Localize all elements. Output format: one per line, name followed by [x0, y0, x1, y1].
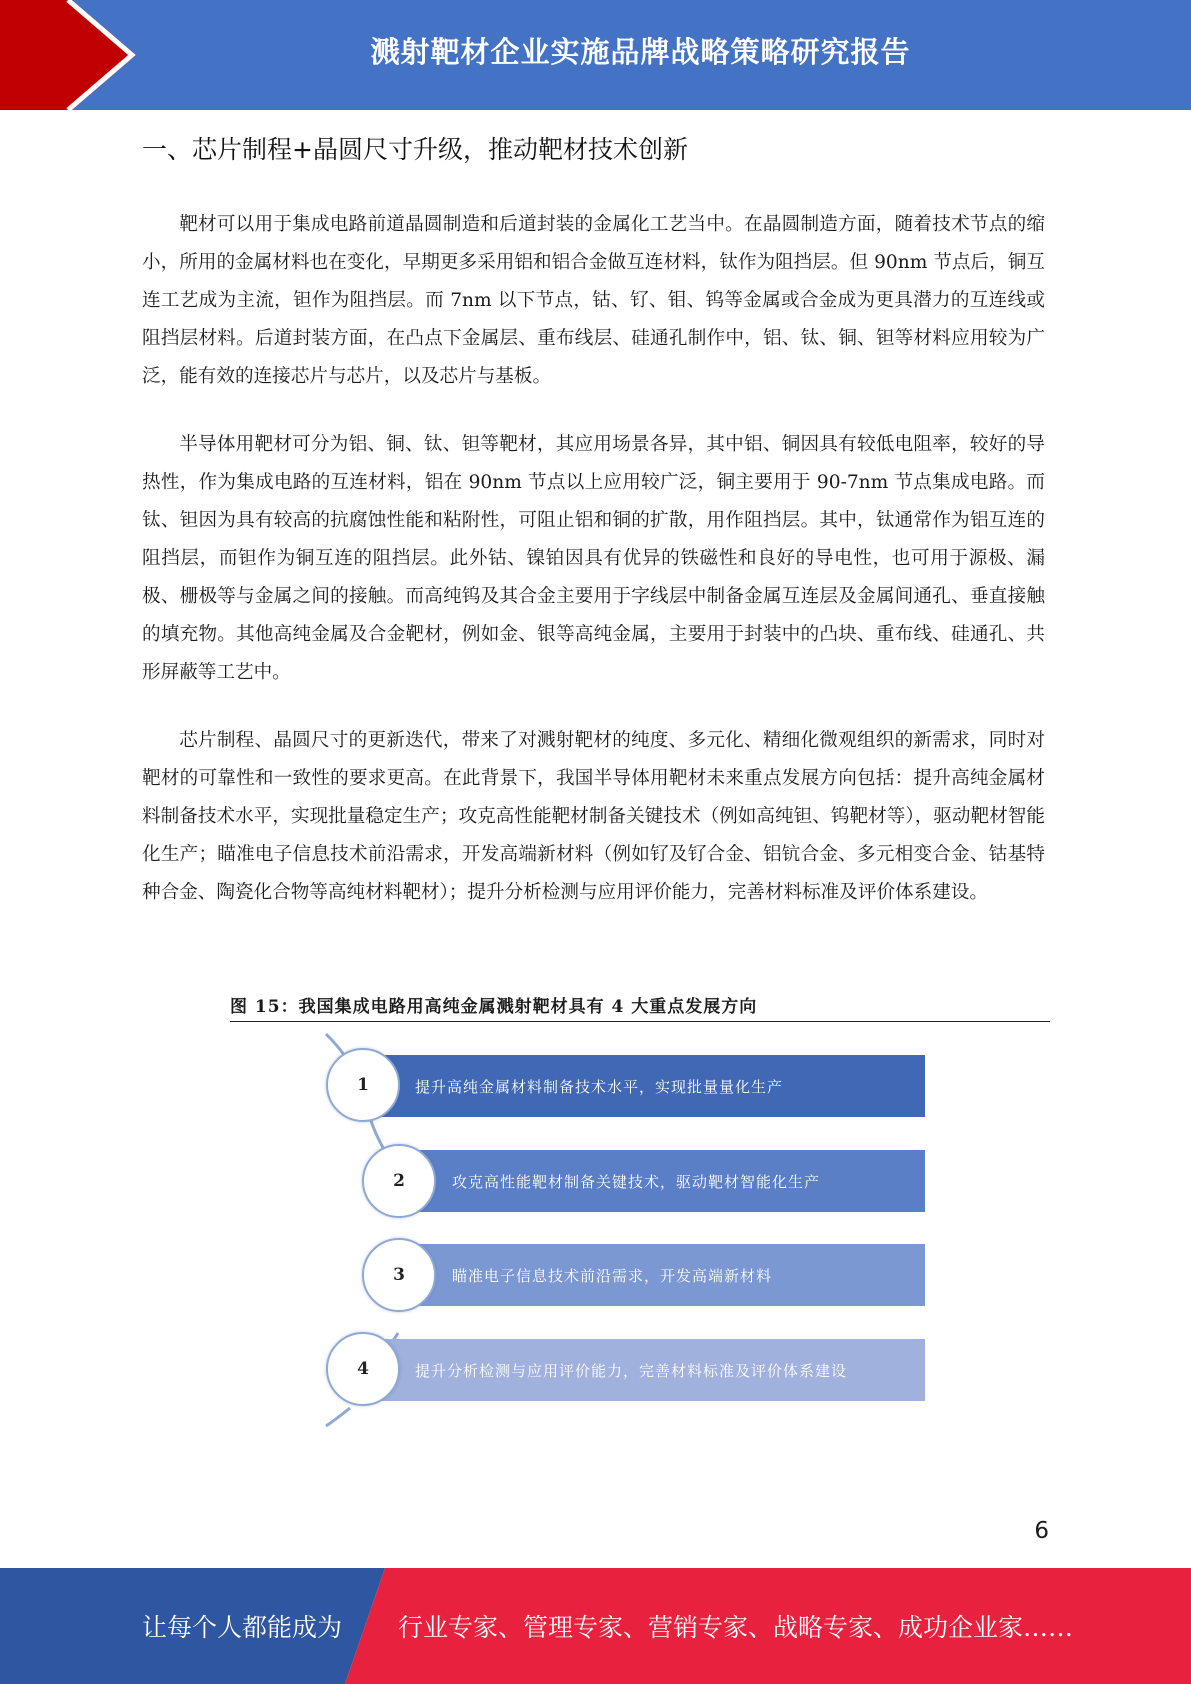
page-header [0, 0, 1191, 110]
direction-number-4: 4 [326, 1332, 400, 1406]
footer-slogan-right: 行业专家、管理专家、营销专家、战略专家、成功企业家…… [398, 1613, 1074, 1642]
section-heading: 一、芯片制程+晶圆尺寸升级，推动靶材技术创新 [142, 135, 688, 164]
direction-band-2 [412, 1150, 925, 1212]
direction-number-1: 1 [326, 1048, 400, 1122]
direction-text-1: 提升高纯金属材料制备技术水平，实现批量量化生产 [415, 1077, 784, 1096]
direction-number-2: 2 [362, 1144, 436, 1218]
paragraph-2: 半导体用靶材可分为铝、铜、钛、钽等靶材，其应用场景各异，其中铝、铜因具有较低电阻率，较好的导热性，作为集成电路的互连材料，铝在 90nm 节点以上应用较广泛，铜主要用于 90-7nm 节点集成电路。而钛、钽因为具有较高的抗腐蚀性能和粘附性，可阻止铝和铜的扩散，用作阻挡层。其中，钛通常作为铝互连的阻挡层，而钽作为铜互连的阻挡层。此外钴、镍铂因具有优异的铁磁性和良好的导电性，也可用于源极、漏极、栅极等与金属之间的接触。而高纯钨及其合金主要用于字线层中制备金属互连层及金属间通孔、垂直接触的填充物。其他高纯金属及合金靶材，例如金、银等高纯金属，主要用于封装中的凸块、重布线、硅通孔、共形屏蔽等工艺中。 [142, 434, 1045, 683]
figure-caption: 图 15：我国集成电路用高纯金属溅射靶材具有 4 大重点发展方向 [230, 992, 1050, 1022]
page-number: 6 [1034, 1518, 1049, 1544]
paragraph-1: 靶材可以用于集成电路前道晶圆制造和后道封装的金属化工艺当中。在晶圆制造方面，随着技术节点的缩小，所用的金属材料也在变化，早期更多采用铝和铝合金做互连材料，钛作为阻挡层。但 90nm 节点后，铜互连工艺成为主流，钽作为阻挡层。而 7nm 以下节点，钴、钌、钼、钨等金属或合金成为更具潜力的互连线或阻挡层材料。后道封装方面，在凸点下金属层、重布线层、硅通孔制作中，铝、钛、铜、钽等材料应用较为广泛，能有效的连接芯片与芯片，以及芯片与基板。 [142, 214, 1045, 387]
page-footer [0, 1568, 1191, 1684]
direction-text-3: 瞄准电子信息技术前沿需求，开发高端新材料 [452, 1266, 773, 1285]
direction-number-3: 3 [362, 1238, 436, 1312]
direction-band-3 [412, 1244, 925, 1306]
chevron-arrow-icon [0, 0, 160, 110]
direction-band-1 [375, 1055, 925, 1117]
footer-slogan-left: 让每个人都能成为 [142, 1613, 343, 1642]
paragraph-3: 芯片制程、晶圆尺寸的更新迭代，带来了对溅射靶材的纯度、多元化、精细化微观组织的新需求，同时对靶材的可靠性和一致性的要求更高。在此背景下，我国半导体用靶材未来重点发展方向包括：提升高纯金属材料制备技术水平，实现批量稳定生产；攻克高性能靶材制备关键技术（例如高纯钽、钨靶材等），驱动靶材智能化生产；瞄准电子信息技术前沿需求，开发高端新材料（例如钌及钌合金、铝钪合金、多元相变合金、钴基特种合金、陶瓷化合物等高纯材料靶材）；提升分析检测与应用评价能力，完善材料标准及评价体系建设。 [142, 730, 1045, 903]
direction-band-4 [375, 1339, 925, 1401]
development-directions-diagram [320, 1028, 940, 1428]
report-title: 溅射靶材企业实施品牌战略策略研究报告 [370, 34, 911, 69]
direction-text-4: 提升分析检测与应用评价能力，完善材料标准及评价体系建设 [415, 1361, 848, 1380]
direction-text-2: 攻克高性能靶材制备关键技术，驱动靶材智能化生产 [452, 1172, 821, 1191]
